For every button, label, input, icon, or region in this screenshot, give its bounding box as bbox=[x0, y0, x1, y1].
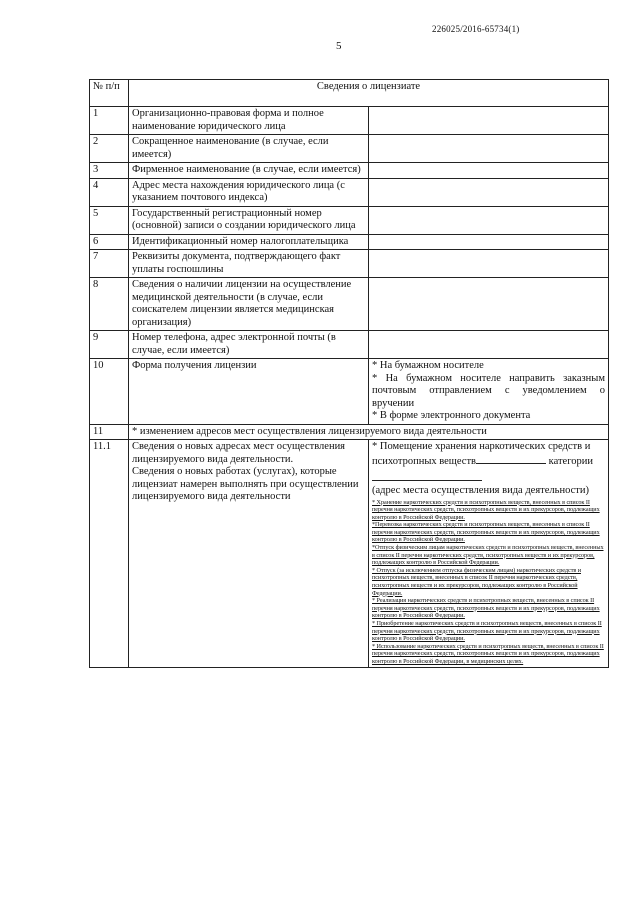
header-num: № п/п bbox=[90, 80, 129, 107]
row-num: 5 bbox=[90, 206, 129, 234]
row-value-field[interactable] bbox=[369, 234, 609, 250]
row-label: Государственный регистрационный номер (основной) записи о создании юридического лица bbox=[129, 206, 369, 234]
label-new-addresses: Сведения о новых адресах мест осуществления лицензируемого вида деятельности. bbox=[132, 441, 346, 465]
row-value-field[interactable] bbox=[369, 107, 609, 135]
service-item[interactable]: *Отпуск физическим лицам наркотических средств и психотропных веществ, внесенных в список II перечня наркотических средств, психотропных веществ и их прекурсоров, подлежащих контролю в Российской Федерации. bbox=[372, 544, 604, 567]
license-form-options bbox=[369, 359, 609, 425]
row-label: Идентификационный номер налогоплательщика bbox=[129, 234, 369, 250]
row-num: 2 bbox=[90, 135, 129, 163]
row-num: 9 bbox=[90, 331, 129, 359]
row-num: 10 bbox=[90, 359, 129, 425]
address-caption: (адрес места осуществления вида деятельности) bbox=[372, 485, 589, 496]
option-paper[interactable]: * На бумажном носителе bbox=[372, 360, 484, 371]
row-value-field[interactable] bbox=[369, 178, 609, 206]
row-value-field[interactable] bbox=[369, 278, 609, 331]
table-row bbox=[90, 234, 609, 250]
table-row bbox=[90, 250, 609, 278]
row-num: 11 bbox=[90, 424, 129, 440]
row-label: Сведения о наличии лицензии на осуществление медицинской деятельности (в случае, если соискателем лицензии является медицинская организация) bbox=[129, 278, 369, 331]
address-input-line[interactable] bbox=[372, 480, 482, 481]
row-label bbox=[129, 440, 369, 668]
new-addresses-row bbox=[90, 440, 609, 668]
row-num: 3 bbox=[90, 163, 129, 179]
row-value-field[interactable] bbox=[369, 135, 609, 163]
row-value-field[interactable] bbox=[369, 206, 609, 234]
row-num: 4 bbox=[90, 178, 129, 206]
table-row bbox=[90, 163, 609, 179]
premises-prefix: * Помещение хранения наркотических средств и психотропных веществ bbox=[372, 441, 591, 467]
row-num: 7 bbox=[90, 250, 129, 278]
page-number: 5 bbox=[336, 40, 342, 52]
table-row bbox=[90, 178, 609, 206]
row-label: Организационно-правовая форма и полное наименование юридического лица bbox=[129, 107, 369, 135]
premises-suffix: категории bbox=[548, 455, 594, 467]
services-cell bbox=[369, 440, 609, 668]
service-item[interactable]: *Перевозка наркотических средств и психотропных веществ, внесенных в список II перечня наркотических средств, психотропных веществ и их прекурсоров, подлежащих контролю в Российской Федерации. bbox=[372, 521, 600, 544]
service-item[interactable]: * Хранение наркотических средств и психотропных веществ, внесенных в список II перечня наркотических средств, психотропных веществ и их прекурсоров, подлежащих контролю в Российской Федерации. bbox=[372, 498, 600, 521]
table-row bbox=[90, 278, 609, 331]
service-item[interactable]: * Реализация наркотических средств и психотропных веществ, внесенных в список II перечня наркотических средств, психотропных веществ и их прекурсоров, подлежащих контролю в Российской Федерации. bbox=[372, 597, 600, 620]
licensee-info-table bbox=[89, 79, 609, 668]
document-id: 226025/2016-65734(1) bbox=[432, 24, 520, 34]
row-value-field[interactable] bbox=[369, 163, 609, 179]
table-row bbox=[90, 331, 609, 359]
table-row bbox=[90, 135, 609, 163]
premises-line[interactable] bbox=[372, 441, 605, 468]
row-num: 11.1 bbox=[90, 440, 129, 668]
section-title[interactable]: * изменением адресов мест осуществления лицензируемого вида деятельности bbox=[129, 424, 609, 440]
row-label: Реквизиты документа, подтверждающего факт уплаты госпошлины bbox=[129, 250, 369, 278]
row-label: Номер телефона, адрес электронной почты (в случае, если имеется) bbox=[129, 331, 369, 359]
label-new-services: Сведения о новых работах (услугах), которые лицензиат намерен выполнять при осуществлении лицензируемого вида деятельности bbox=[132, 466, 359, 502]
table-row bbox=[90, 107, 609, 135]
row-num: 1 bbox=[90, 107, 129, 135]
row-num: 6 bbox=[90, 234, 129, 250]
row-label: Адрес места нахождения юридического лица (с указанием почтового индекса) bbox=[129, 178, 369, 206]
service-item[interactable]: * Отпуск (за исключением отпуска физическим лицам) наркотических средств и психотропных веществ, внесенных в список II перечня наркотических средств, психотропных веществ и их прекурсоров, подлежащих контролю в Российской Федерации. bbox=[372, 566, 581, 597]
category-blank[interactable] bbox=[476, 454, 546, 464]
header-title: Сведения о лицензиате bbox=[129, 80, 609, 107]
row-num: 8 bbox=[90, 278, 129, 331]
row-label: Сокращенное наименование (в случае, если имеется) bbox=[129, 135, 369, 163]
row-label: Фирменное наименование (в случае, если имеется) bbox=[129, 163, 369, 179]
license-form-row bbox=[90, 359, 609, 425]
service-item[interactable]: * Приобретение наркотических средств и психотропных веществ, внесенных в список II перечня наркотических средств, психотропных веществ и их прекурсоров, подлежащих контролю в Российской Федерации. bbox=[372, 620, 602, 643]
service-item[interactable]: * Использование наркотических средств и психотропных веществ, внесенных в список II перечня наркотических средств, психотропных веществ и их прекурсоров, подлежащих контролю в Российской Федерации, в медицинских целях. bbox=[372, 642, 604, 665]
row-value-field[interactable] bbox=[369, 331, 609, 359]
row-label: Форма получения лицензии bbox=[129, 359, 369, 425]
row-value-field[interactable] bbox=[369, 250, 609, 278]
table-header-row bbox=[90, 80, 609, 107]
section-row bbox=[90, 424, 609, 440]
option-electronic[interactable]: * В форме электронного документа bbox=[372, 410, 531, 421]
option-paper-mail[interactable]: * На бумажном носителе направить заказным почтовым отправлением с уведомлением о вручении bbox=[372, 372, 605, 409]
table-row bbox=[90, 206, 609, 234]
